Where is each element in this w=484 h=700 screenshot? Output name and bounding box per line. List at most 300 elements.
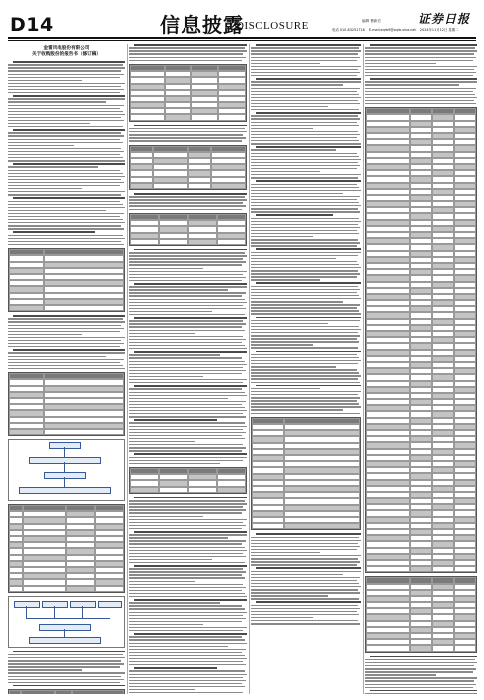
text-line (129, 506, 243, 507)
text-line (251, 366, 336, 367)
text-line (13, 197, 125, 199)
body-text-block (129, 249, 247, 464)
text-line (8, 318, 123, 319)
text-line (251, 165, 360, 166)
text-line (365, 57, 476, 58)
text-line (251, 400, 357, 401)
text-line (129, 627, 247, 628)
table-cell (55, 690, 72, 694)
table-cell (432, 566, 454, 572)
text-line (129, 618, 246, 619)
text-line (251, 558, 358, 559)
text-line (365, 97, 477, 98)
text-line (8, 176, 125, 177)
text-line (134, 667, 217, 669)
text-line (251, 335, 360, 336)
body-text-block (365, 656, 477, 694)
text-line (129, 57, 246, 58)
text-line (251, 255, 358, 256)
text-line (251, 372, 359, 373)
masthead (0, 0, 484, 44)
text-line (129, 128, 245, 129)
text-line (129, 457, 247, 458)
text-line (251, 347, 358, 348)
text-line (8, 185, 120, 186)
text-line (8, 154, 120, 155)
table-cell (130, 239, 159, 245)
date-text: 2024年11月12日 星期二 (419, 28, 459, 32)
text-line (370, 44, 477, 46)
text-line (8, 666, 120, 667)
text-line (8, 228, 124, 229)
text-line (256, 567, 361, 569)
text-line (129, 367, 243, 368)
table-cell (188, 487, 217, 493)
text-line (8, 241, 121, 242)
text-line (8, 160, 125, 161)
text-line (129, 615, 243, 616)
table-cell (130, 183, 153, 189)
data-table (251, 417, 361, 530)
text-line (8, 89, 124, 90)
text-line (365, 680, 474, 681)
text-line (251, 199, 357, 200)
table-cell (23, 586, 67, 592)
text-line (365, 72, 476, 73)
text-line (13, 129, 125, 131)
text-line (8, 108, 120, 109)
text-line (13, 315, 125, 317)
text-line (251, 326, 359, 327)
text-line (129, 134, 243, 135)
text-line (365, 50, 477, 51)
text-line (129, 683, 242, 684)
text-line (129, 550, 247, 551)
text-line (129, 330, 245, 331)
text-line (251, 397, 360, 398)
text-line (129, 345, 245, 346)
text-line (251, 84, 343, 85)
text-line (8, 663, 124, 664)
column-divider (363, 44, 364, 694)
text-line (129, 326, 242, 327)
text-line (129, 528, 242, 529)
text-line (251, 211, 360, 212)
text-line (251, 128, 313, 129)
table-cell (72, 690, 124, 694)
text-line (129, 401, 246, 402)
text-line (251, 552, 320, 553)
text-line (129, 292, 246, 293)
text-line (251, 378, 358, 379)
table-cell (44, 305, 125, 311)
table-cell (66, 586, 95, 592)
text-line (251, 230, 357, 231)
text-line (251, 264, 359, 265)
text-line (251, 75, 357, 76)
text-line (8, 135, 124, 136)
text-line (8, 235, 123, 236)
newspaper-logo: 证券日报 (418, 12, 471, 26)
text-line (365, 668, 476, 669)
text-line (370, 656, 477, 658)
text-line (251, 320, 360, 321)
text-line (129, 202, 243, 203)
text-line (251, 409, 343, 410)
text-line (8, 222, 125, 223)
table-cell (188, 183, 211, 189)
text-line (251, 109, 359, 110)
text-line (129, 547, 245, 548)
text-line (129, 336, 243, 337)
text-line (129, 339, 246, 340)
text-line (8, 139, 120, 140)
text-line (129, 388, 242, 389)
text-line (8, 126, 123, 127)
text-line (251, 208, 358, 209)
data-table (129, 467, 247, 494)
text-line (129, 60, 242, 61)
text-line (251, 218, 359, 219)
text-line (251, 382, 360, 383)
text-line (251, 623, 360, 624)
text-line (129, 646, 228, 647)
section-title-cn: 信息披露 (160, 13, 244, 37)
text-line (251, 369, 357, 370)
text-line (8, 331, 120, 332)
text-line (251, 375, 361, 376)
text-line (365, 69, 474, 70)
text-line (8, 170, 120, 171)
text-line (8, 219, 123, 220)
text-line (365, 671, 473, 672)
text-line (251, 279, 320, 280)
text-line (365, 53, 474, 54)
text-line (365, 63, 436, 64)
text-line (134, 633, 247, 635)
table-cell (130, 487, 159, 493)
text-line (251, 140, 359, 141)
text-line (134, 565, 247, 567)
body-text-block (129, 125, 247, 142)
text-line (256, 44, 361, 46)
text-line (251, 561, 360, 562)
text-line (251, 307, 357, 308)
text-line (8, 182, 124, 183)
text-line (251, 313, 361, 314)
text-line (129, 311, 212, 312)
text-line (8, 365, 123, 366)
text-line (129, 373, 242, 374)
text-line (251, 617, 313, 618)
text-line (251, 196, 360, 197)
table-cell (191, 114, 218, 120)
table-cell (165, 114, 192, 120)
text-line (251, 357, 359, 358)
text-line (8, 166, 98, 167)
data-table (8, 689, 125, 694)
text-line (134, 283, 247, 285)
text-line (129, 354, 220, 355)
text-line (251, 69, 358, 70)
text-line (129, 577, 245, 578)
column-4 (365, 44, 477, 694)
text-line (129, 556, 246, 557)
text-line (129, 584, 243, 585)
text-line (129, 686, 245, 687)
text-line (251, 143, 361, 144)
text-line (251, 406, 361, 407)
page-number: D14 (10, 14, 54, 36)
text-line (251, 224, 358, 225)
text-line (251, 413, 360, 414)
text-line (251, 276, 357, 277)
data-table (8, 372, 125, 436)
text-line (129, 460, 243, 461)
text-line (129, 661, 243, 662)
text-line (129, 196, 245, 197)
table-cell (454, 566, 476, 572)
text-line (129, 636, 242, 637)
text-line (129, 680, 246, 681)
data-table (129, 145, 247, 190)
data-table (129, 213, 247, 246)
tel-text: 电话 010-83251716 (332, 28, 365, 32)
text-line (129, 519, 247, 520)
body-text-block (129, 193, 247, 210)
text-line (8, 657, 125, 658)
header-rule-thin (8, 40, 476, 41)
text-line (129, 643, 247, 644)
text-line (251, 363, 358, 364)
text-line (129, 624, 203, 625)
text-line (251, 190, 361, 191)
table-cell (159, 487, 188, 493)
text-line (370, 690, 477, 692)
text-line (129, 655, 245, 656)
text-line (129, 432, 246, 433)
text-line (251, 360, 361, 361)
table-cell (44, 429, 125, 435)
text-line (365, 75, 473, 76)
text-line (129, 398, 228, 399)
text-line (8, 98, 125, 99)
text-line (365, 81, 477, 82)
text-line (8, 145, 74, 146)
table-cell (410, 566, 432, 572)
ownership-diagram (8, 439, 125, 501)
text-line (129, 264, 242, 265)
text-line (251, 301, 343, 302)
text-line (251, 115, 358, 116)
text-line (251, 555, 361, 556)
text-line (365, 91, 473, 92)
text-line (251, 187, 359, 188)
text-line (365, 684, 476, 685)
text-line (251, 149, 336, 150)
text-line (134, 453, 247, 455)
text-line (129, 429, 243, 430)
text-line (365, 662, 477, 663)
text-line (8, 117, 121, 118)
text-line (8, 676, 121, 677)
text-line (13, 685, 125, 687)
text-line (8, 225, 121, 226)
text-line (129, 639, 245, 640)
text-line (251, 184, 357, 185)
article-title (8, 46, 125, 58)
text-line (251, 549, 357, 550)
text-line (129, 553, 243, 554)
text-line (134, 125, 247, 127)
text-line (251, 391, 361, 392)
text-line (251, 236, 313, 237)
table-cell (188, 239, 217, 245)
table-cell (130, 114, 165, 120)
text-line (251, 394, 358, 395)
text-line (8, 244, 124, 245)
text-line (129, 602, 220, 603)
text-line (256, 248, 361, 250)
text-line (129, 308, 246, 309)
article-title-line-1: 金雷风电股份有限公司 (43, 46, 90, 51)
table-cell (218, 114, 246, 120)
text-line (129, 271, 247, 272)
text-line (256, 317, 361, 319)
text-line (251, 586, 361, 587)
text-line (251, 289, 360, 290)
text-line (8, 173, 123, 174)
text-line (129, 608, 245, 609)
text-line (251, 341, 359, 342)
text-line (251, 50, 361, 51)
table-cell (9, 429, 44, 435)
text-line (251, 205, 361, 206)
text-line (256, 112, 361, 114)
text-line (8, 179, 121, 180)
section-title-en: DISCLOSURE (236, 20, 309, 32)
text-line (251, 611, 357, 612)
text-line (251, 608, 360, 609)
text-line (129, 280, 242, 281)
text-line (129, 540, 246, 541)
header-rule (8, 37, 476, 39)
text-line (129, 587, 246, 588)
text-line (8, 92, 120, 93)
text-line (129, 568, 243, 569)
body-text-block (8, 61, 125, 245)
text-line (129, 205, 246, 206)
table-cell (9, 305, 44, 311)
text-line (8, 356, 106, 357)
text-line (251, 583, 359, 584)
text-line (256, 78, 361, 80)
text-line (256, 385, 361, 387)
text-line (8, 194, 121, 195)
text-line (129, 209, 242, 210)
text-line (251, 202, 359, 203)
text-line (13, 231, 95, 233)
text-line (8, 70, 121, 71)
text-line (8, 343, 124, 344)
text-line (251, 595, 328, 596)
text-line (251, 227, 360, 228)
text-line (8, 334, 82, 335)
text-line (251, 354, 357, 355)
contact-line (332, 27, 480, 32)
text-line (251, 162, 358, 163)
text-line (251, 543, 358, 544)
text-line (251, 564, 357, 565)
table-cell (211, 183, 246, 189)
text-line (129, 596, 247, 597)
text-line (8, 207, 125, 208)
text-line (251, 388, 320, 389)
text-line (365, 47, 475, 48)
text-line (251, 403, 359, 404)
text-line (129, 522, 243, 523)
text-line (251, 57, 360, 58)
text-line (365, 677, 477, 678)
column-1 (8, 44, 125, 694)
text-line (251, 137, 357, 138)
text-line (251, 53, 358, 54)
text-line (129, 500, 245, 501)
text-line (129, 658, 247, 659)
text-line (251, 605, 358, 606)
text-line (365, 687, 473, 688)
text-line (251, 286, 358, 287)
text-line (251, 546, 360, 547)
text-line (8, 340, 121, 341)
text-line (134, 531, 247, 533)
text-line (251, 88, 360, 89)
text-line (8, 352, 125, 353)
email-text: E-mail:zqrb9@zqrb.sina.net (368, 28, 416, 32)
text-line (13, 349, 125, 351)
text-line (129, 286, 247, 287)
text-line (129, 370, 246, 371)
text-line (8, 64, 123, 65)
text-line (251, 177, 358, 178)
text-line (129, 447, 246, 448)
text-line (251, 245, 357, 246)
text-line (13, 61, 125, 63)
text-line (129, 305, 243, 306)
text-line (251, 193, 343, 194)
text-line (8, 142, 123, 143)
text-line (134, 193, 247, 195)
text-line (365, 88, 476, 89)
text-line (129, 438, 245, 439)
table-cell (21, 690, 56, 694)
text-line (251, 131, 358, 132)
body-text-block (365, 44, 477, 104)
text-line (129, 689, 195, 690)
text-line (251, 295, 359, 296)
text-line (129, 559, 212, 560)
text-line (129, 342, 242, 343)
text-line (251, 72, 360, 73)
text-line (129, 444, 243, 445)
column-3 (251, 44, 361, 694)
text-line (251, 304, 360, 305)
text-line (251, 577, 360, 578)
text-line (251, 310, 359, 311)
text-line (129, 361, 245, 362)
text-line (129, 407, 245, 408)
text-line (251, 63, 320, 64)
